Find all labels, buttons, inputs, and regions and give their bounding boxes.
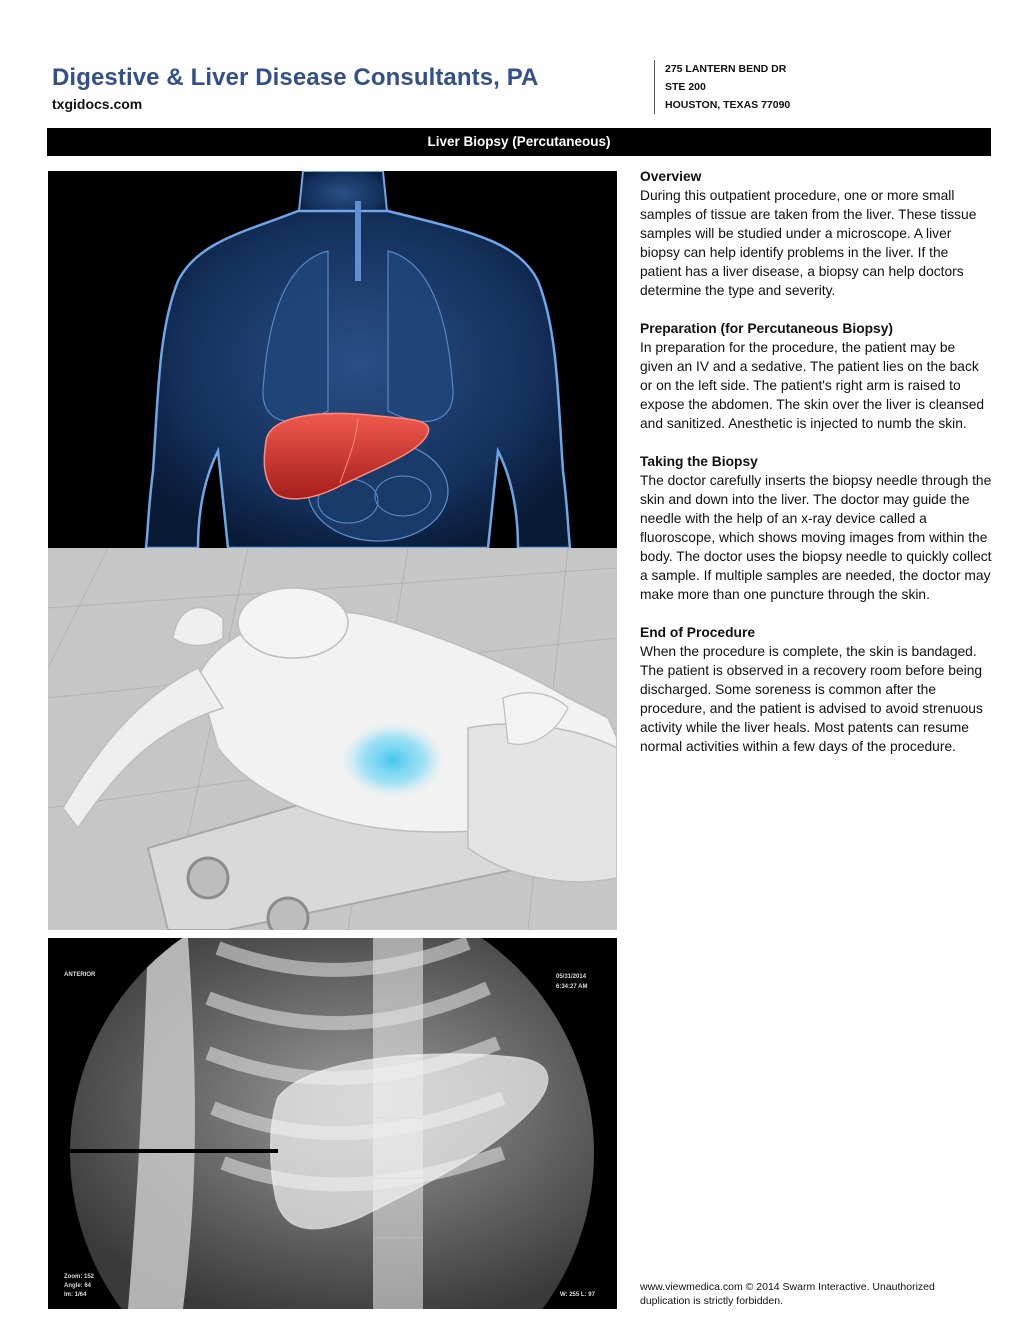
xray-view-label: ANTERIOR xyxy=(64,972,96,978)
section-heading: Preparation (for Percutaneous Biopsy) xyxy=(640,321,893,336)
address-line-3: HOUSTON, TEXAS 77090 xyxy=(665,99,791,111)
section-end-of-procedure xyxy=(640,623,992,756)
copyright-notice: www.viewmedica.com © 2014 Swarm Interactive. Unauthorized duplication is strictly forbidden. xyxy=(640,1281,935,1307)
section-body: When the procedure is complete, the skin is bandaged. The patient is observed in a recovery room before being discharged. Some soreness is common after the procedure, and the patient is advised to avoid strenuous activity while the liver heals. Most patents can resume normal activities within a few days of the procedure. xyxy=(640,644,983,754)
xray-im-label: Im: 1/64 xyxy=(64,1292,87,1298)
section-heading: Taking the Biopsy xyxy=(640,454,758,469)
section-heading: End of Procedure xyxy=(640,625,755,640)
xray-window-label: W: 255 L: 97 xyxy=(560,1292,595,1298)
xray-zoom-label: Zoom: 152 xyxy=(64,1274,95,1280)
practice-website: txgidocs.com xyxy=(52,96,143,112)
address-line-1: 275 LANTERN BEND DR xyxy=(665,63,787,75)
section-body: In preparation for the procedure, the patient may be given an IV and a sedative. The patient lies on the back or on the left side. The patient's right arm is raised to expose the abdomen. The skin over the liver is cleansed and sanitized. Anesthetic is injected to numb the skin. xyxy=(640,340,985,431)
illustration-column xyxy=(48,171,617,1309)
practice-name: Digestive & Liver Disease Consultants, PA xyxy=(52,64,539,91)
procedure-description xyxy=(640,167,992,775)
practice-address xyxy=(654,60,790,114)
xray-angle-label: Angle: 64 xyxy=(64,1283,92,1289)
section-overview xyxy=(640,167,992,300)
address-line-2: STE 200 xyxy=(665,81,706,93)
section-body: The doctor carefully inserts the biopsy needle through the skin and down into the liver. The doctor may guide the needle with the help of an x-ray device called a fluoroscope, which shows moving images from within the body. The doctor uses the biopsy needle to quickly collect a sample. If multiple samples are needed, the doctor may make more than one puncture through the skin. xyxy=(640,473,992,602)
xray-time-label: 6:34:27 AM xyxy=(556,984,588,990)
section-body: During this outpatient procedure, one or more small samples of tissue are taken from the liver. These tissue samples will be studied under a microscope. A liver biopsy can help identify problems in the liver. If the patient has a liver disease, a biopsy can help doctors determine the type and severity. xyxy=(640,188,977,298)
document-title: Liver Biopsy (Percutaneous) xyxy=(47,128,991,156)
section-heading: Overview xyxy=(640,169,702,184)
section-preparation xyxy=(640,319,992,433)
fluoroscopy-xray-image xyxy=(48,938,617,1309)
torso-liver-illustration xyxy=(48,171,617,548)
patient-on-table-illustration xyxy=(48,548,617,930)
xray-date-label: 05/31/2014 xyxy=(556,974,587,980)
section-taking-biopsy xyxy=(640,452,992,604)
